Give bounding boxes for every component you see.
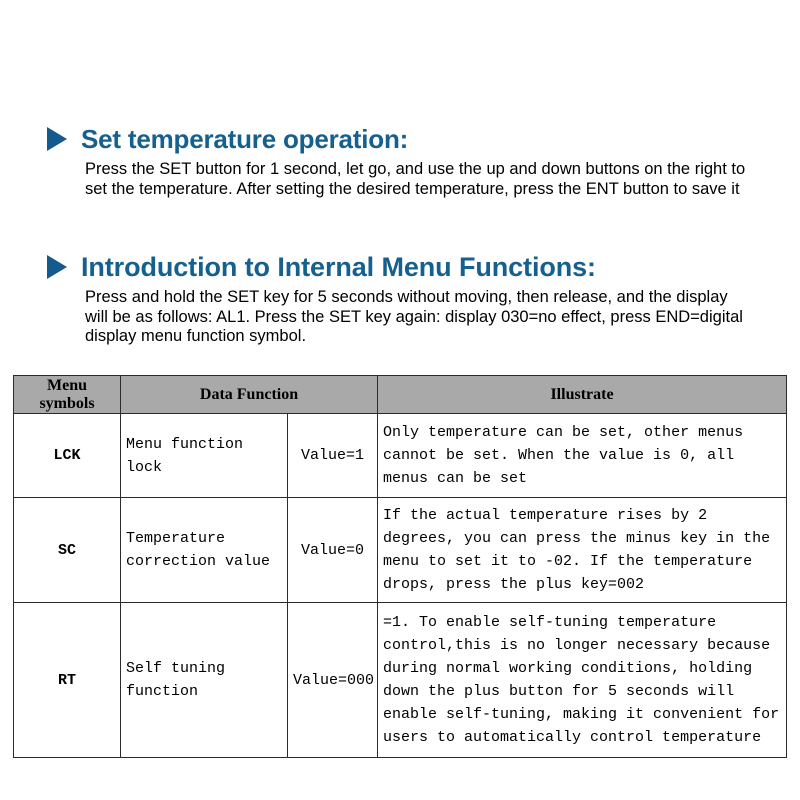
- function-line: Self tuning: [126, 660, 226, 677]
- illustrate-line: drops, press the plus key=002: [383, 576, 645, 593]
- section-body-1: [0, 160, 800, 199]
- triangle-right-icon: [47, 255, 67, 279]
- section-body-2: [0, 288, 800, 347]
- section-heading-1: Set temperature operation:: [81, 124, 409, 154]
- cell-illustrate: [378, 603, 787, 758]
- illustrate-line: degrees, you can press the minus key in the: [383, 530, 771, 547]
- cell-illustrate: [378, 414, 787, 498]
- illustrate-line: users to automatically control temperature: [383, 729, 762, 746]
- illustrate-line: control,this is no longer necessary because: [383, 637, 771, 654]
- table-header-row: [14, 376, 787, 414]
- section-heading-row-2: [0, 252, 800, 282]
- illustrate-line: down the plus button for 5 seconds will: [383, 683, 735, 700]
- function-line: function: [126, 683, 199, 700]
- illustrate-line: cannot be set. When the value is 0, all: [383, 447, 735, 464]
- column-header-illustrate: Illustrate: [378, 376, 787, 414]
- section-set-temperature: [0, 124, 800, 199]
- cell-menu-symbol: RT: [14, 603, 121, 758]
- section-heading-2: Introduction to Internal Menu Functions:: [81, 252, 596, 282]
- cell-menu-symbol: SC: [14, 498, 121, 603]
- section-internal-menu: [0, 252, 800, 347]
- function-line: correction value: [126, 553, 271, 570]
- illustrate-line: enable self-tuning, making it convenient for: [383, 706, 780, 723]
- section-paragraph-1: Press the SET button for 1 second, let go, and use the up and down buttons on the right to set the temperature. After setting the desired temperature, press the ENT button to save it: [85, 160, 746, 198]
- cell-data-function: [121, 603, 288, 758]
- cell-value: Value=0: [288, 498, 378, 603]
- table-row: [14, 603, 787, 758]
- illustrate-line: =1. To enable self-tuning temperature: [383, 614, 717, 631]
- cell-value: Value=1: [288, 414, 378, 498]
- section-heading-row-1: [0, 124, 800, 154]
- illustrate-line: menus can be set: [383, 470, 528, 487]
- table-row: [14, 414, 787, 498]
- cell-menu-symbol: LCK: [14, 414, 121, 498]
- illustrate-line: Only temperature can be set, other menus: [383, 424, 744, 441]
- cell-data-function: Menu function lock: [121, 414, 288, 498]
- table-row: [14, 498, 787, 603]
- column-header-menu-symbols: Menu symbols: [14, 376, 121, 414]
- column-header-data-function: Data Function: [121, 376, 378, 414]
- illustrate-line: menu to set it to -02. If the temperature: [383, 553, 753, 570]
- illustrate-line: during normal working conditions, holding: [383, 660, 753, 677]
- section-paragraph-2: Press and hold the SET key for 5 seconds without moving, then release, and the display will be as follows: AL1. Press the SET key again: display 030=no effect, press END=digital display menu function symbol.: [85, 288, 743, 345]
- triangle-right-icon: [47, 127, 67, 151]
- cell-value: Value=000: [288, 603, 378, 758]
- menu-function-table: [13, 375, 787, 758]
- cell-illustrate: [378, 498, 787, 603]
- illustrate-line: If the actual temperature rises by 2: [383, 507, 708, 524]
- cell-data-function: [121, 498, 288, 603]
- function-line: Temperature: [126, 530, 226, 547]
